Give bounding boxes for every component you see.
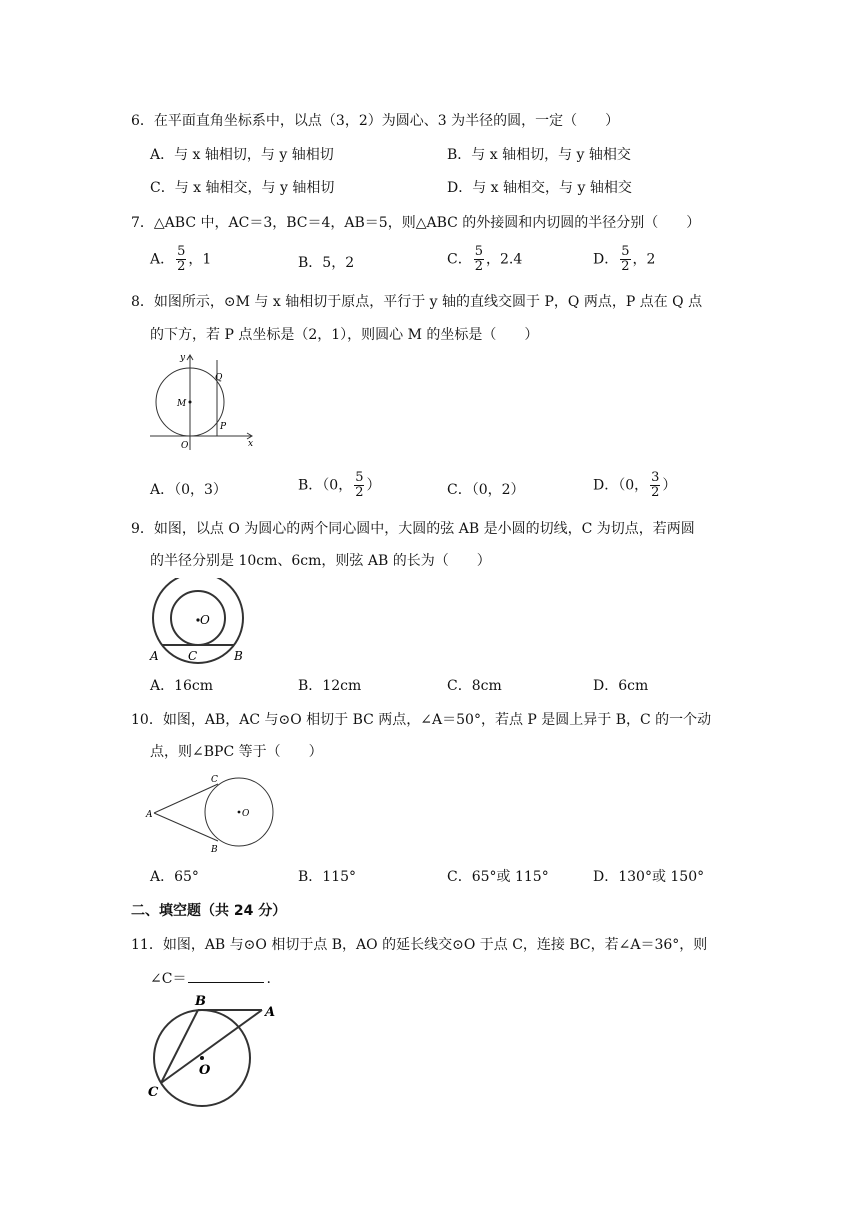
q7-option-a-suffix: ，1 [188, 251, 212, 268]
q9-option-b: B．12cm [298, 678, 362, 694]
fraction-numerator: 5 [177, 244, 186, 259]
q8-figure [140, 350, 260, 460]
q7-option-c-suffix: ，2.4 [486, 251, 523, 268]
q8-option-d [593, 471, 676, 500]
q8-stem-line1: 8．如图所示，⊙M 与 x 轴相切于原点，平行于 y 轴的直线交圆于 P，Q 两点，P 点在 Q 点 [131, 294, 703, 310]
q6-option-a: A．与 x 轴相切，与 y 轴相切 [150, 147, 334, 163]
label-c: C [188, 649, 198, 663]
q7-option-a [150, 245, 211, 274]
q10-stem-line1: 10．如图，AB，AC 与⊙O 相切于 BC 两点，∠A＝50°，若点 P 是圆上异于 B，C 的一个动 [131, 712, 712, 728]
q7-option-c-prefix: C． [447, 251, 472, 268]
q11-stem-line1: 11．如图，AB 与⊙O 相切于点 B，AO 的延长线交⊙O 于点 C，连接 BC，若∠A＝36°，则 [131, 937, 708, 953]
label-b: B [234, 649, 243, 663]
q7-option-d-prefix: D． [593, 251, 619, 268]
center-o-dot [200, 1056, 204, 1060]
fraction-denominator: 2 [474, 259, 483, 274]
q8-option-d-prefix: D．（0， [593, 477, 649, 494]
label-b: B [195, 994, 206, 1009]
label-q: Q [215, 373, 223, 383]
q8-stem-line2: 的下方，若 P 点坐标是（2，1），则圆心 M 的坐标是（ ） [150, 327, 539, 343]
q7-stem: 7．△ABC 中，AC＝3，BC＝4，AB＝5，则△ABC 的外接圆和内切圆的半径分别（ ） [131, 215, 701, 231]
center-o-dot [238, 811, 241, 814]
label-o: O [199, 1063, 211, 1078]
center-m-dot [189, 401, 192, 404]
fraction-numerator: 3 [651, 470, 660, 485]
chord-bc [161, 1010, 198, 1083]
label-c: C [211, 775, 218, 785]
q10-option-b: B．115° [298, 869, 357, 885]
q11-stem-line2-suffix: . [266, 971, 271, 987]
fraction-numerator: 5 [355, 470, 364, 485]
q8-option-c: C．（0，2） [447, 482, 525, 498]
q8-option-d-suffix: ） [662, 477, 677, 494]
q7-option-b: B．5，2 [298, 255, 355, 271]
fraction-numerator: 5 [474, 244, 483, 259]
q10-option-d: D．130°或 150° [593, 869, 705, 885]
label-a: A [265, 1005, 276, 1020]
q6-option-d: D．与 x 轴相交，与 y 轴相交 [447, 180, 632, 196]
label-o: O [200, 613, 210, 627]
label-m: M [177, 399, 187, 409]
label-a: A [146, 810, 153, 820]
fraction [650, 471, 660, 500]
fraction [354, 471, 364, 500]
q9-stem-line2: 的半径分别是 10cm、6cm，则弦 AB 的长为（ ） [150, 553, 491, 569]
q8-option-b-suffix: ） [366, 477, 381, 494]
q6-stem: 6．在平面直角坐标系中，以点（3，2）为圆心、3 为半径的圆，一定（ ） [131, 113, 620, 129]
q7-option-c [447, 245, 522, 274]
q9-option-a: A．16cm [150, 678, 214, 694]
q10-figure [140, 770, 280, 855]
q9-option-d: D．6cm [593, 678, 649, 694]
label-y: y [180, 353, 186, 363]
tangent-ac [154, 784, 218, 813]
fraction-numerator: 5 [621, 244, 630, 259]
q7-option-d-suffix: ，2 [632, 251, 656, 268]
q11-stem-line2 [150, 968, 271, 989]
q9-option-c: C．8cm [447, 678, 502, 694]
q10-option-c: C．65°或 115° [447, 869, 549, 885]
q11-figure [140, 990, 290, 1110]
q6-option-b: B．与 x 轴相切，与 y 轴相交 [447, 147, 631, 163]
q7-option-a-prefix: A． [150, 251, 175, 268]
q9-figure [145, 578, 265, 668]
label-o: O [242, 809, 250, 819]
q9-stem-line1: 9．如图，以点 O 为圆心的两个同心圆中，大圆的弦 AB 是小圆的切线，C 为切点，若两圆 [131, 521, 695, 537]
q11-stem-line2-prefix: ∠C＝ [150, 971, 187, 987]
label-b: B [211, 845, 218, 855]
section-heading: 二、填空题（共 24 分） [131, 903, 287, 919]
q8-option-b-prefix: B．（0， [298, 477, 353, 494]
label-o: O [181, 441, 189, 451]
label-x: x [248, 439, 254, 449]
fraction-denominator: 2 [355, 485, 364, 500]
fraction-denominator: 2 [651, 485, 660, 500]
fraction [176, 245, 186, 274]
line-ac [161, 1010, 262, 1083]
q7-option-d [593, 245, 655, 274]
q10-option-a: A．65° [150, 869, 199, 885]
label-c: C [148, 1085, 159, 1100]
q10-stem-line2: 点，则∠BPC 等于（ ） [150, 744, 323, 760]
answer-blank [188, 968, 264, 983]
q8-option-b [298, 471, 380, 500]
q6-option-c: C．与 x 轴相交，与 y 轴相切 [150, 180, 335, 196]
fraction-denominator: 2 [177, 259, 186, 274]
label-p: P [220, 422, 227, 432]
small-circle [171, 591, 225, 645]
fraction [474, 245, 484, 274]
fraction-denominator: 2 [621, 259, 630, 274]
fraction [620, 245, 630, 274]
q8-option-a: A．（0，3） [150, 482, 227, 498]
label-a: A [150, 649, 159, 663]
